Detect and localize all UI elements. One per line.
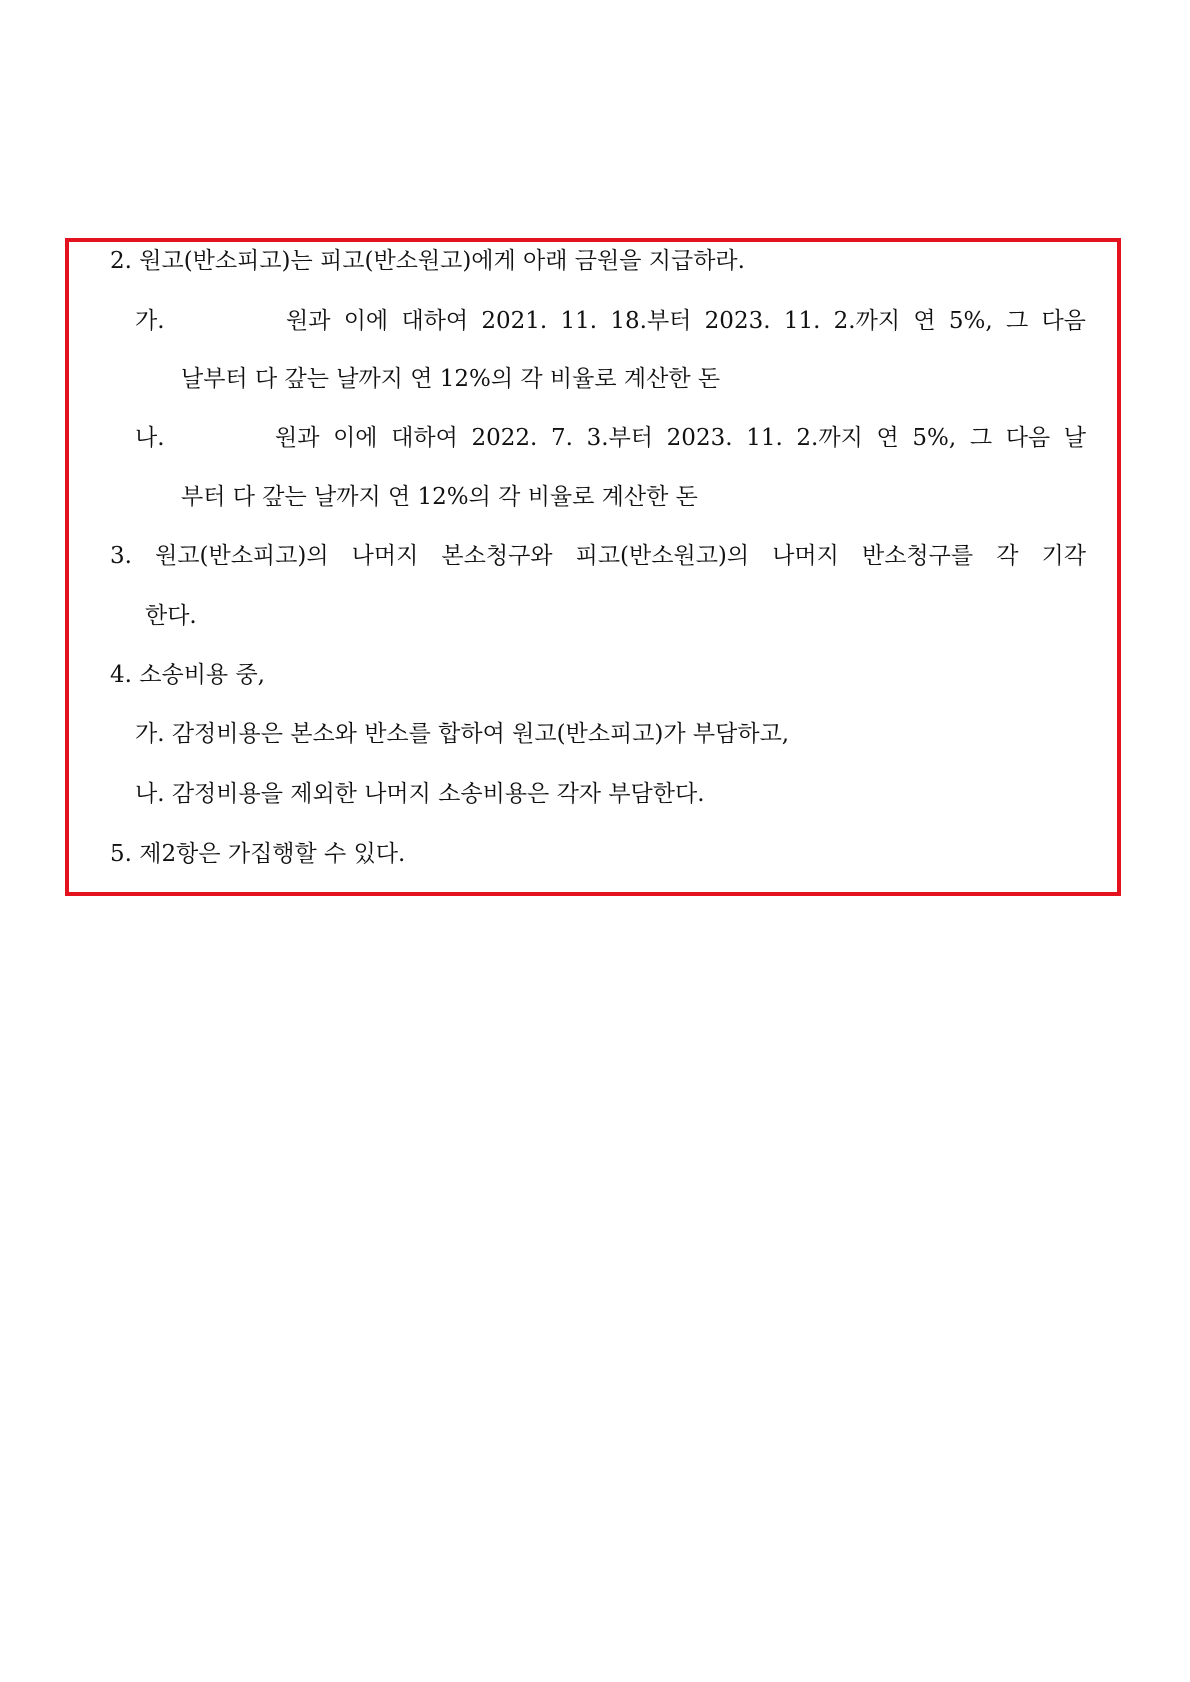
word: 2.까지 xyxy=(833,308,901,334)
word: 그 xyxy=(1005,308,1029,334)
item-2-sub-b-line2: 부터 다 갚는 날까지 연 12%의 각 비율로 계산한 돈 xyxy=(181,484,698,510)
item-3-line1 xyxy=(110,541,1086,571)
word: 다음 xyxy=(1005,425,1051,451)
word: 다음 xyxy=(1041,308,1086,334)
item-2-sub-a-marker: 가. xyxy=(135,308,165,334)
item-2-text: 2. 원고(반소피고)는 피고(반소원고)에게 아래 금원을 지급하라. xyxy=(110,248,745,274)
word: 2023. xyxy=(704,308,771,334)
word: 각 xyxy=(996,543,1019,569)
word: 원과 xyxy=(286,308,331,334)
item-5-text: 5. 제2항은 가집행할 수 있다. xyxy=(110,841,406,867)
word: 나머지 xyxy=(772,543,839,569)
item-2-sub-a-line2: 날부터 다 갚는 날까지 연 12%의 각 비율로 계산한 돈 xyxy=(181,366,721,392)
word: 18.부터 xyxy=(610,308,692,334)
word: 피고(반소원고)의 xyxy=(575,543,750,569)
word: 11. xyxy=(560,308,598,334)
word: 연 xyxy=(913,308,936,334)
word: 기각 xyxy=(1041,543,1086,569)
word: 2.까지 xyxy=(796,425,863,451)
word: 5%, xyxy=(948,308,993,334)
word: 이에 xyxy=(343,308,389,334)
word: 원과 xyxy=(275,425,320,451)
word: 11. xyxy=(783,308,821,334)
item-4-sub-b: 나. 감정비용을 제외한 나머지 소송비용은 각자 부담한다. xyxy=(135,781,705,807)
word: 5%, xyxy=(912,425,957,451)
word: 2021. xyxy=(481,308,548,334)
word: 날 xyxy=(1063,425,1086,451)
word: 3. xyxy=(110,543,132,569)
word: 원고(반소피고)의 xyxy=(155,543,329,569)
word: 7. xyxy=(551,425,573,451)
item-4-text: 4. 소송비용 중, xyxy=(110,662,265,688)
item-2-sub-b-marker: 나. xyxy=(135,425,165,451)
item-2-sub-a-line1 xyxy=(286,306,1086,336)
word: 2023. xyxy=(666,425,733,451)
word: 반소청구를 xyxy=(861,543,974,569)
word: 3.부터 xyxy=(586,425,654,451)
word: 이에 xyxy=(333,425,378,451)
item-2-sub-b-line1 xyxy=(275,423,1086,453)
word: 그 xyxy=(969,425,993,451)
item-3-line2: 한다. xyxy=(145,603,197,629)
word: 나머지 xyxy=(351,543,419,569)
item-4-sub-a: 가. 감정비용은 본소와 반소를 합하여 원고(반소피고)가 부담하고, xyxy=(135,721,790,747)
word: 대하여 xyxy=(391,425,458,451)
word: 대하여 xyxy=(401,308,469,334)
word: 2022. xyxy=(471,425,538,451)
word: 11. xyxy=(746,425,783,451)
word: 연 xyxy=(876,425,899,451)
word: 본소청구와 xyxy=(441,543,553,569)
